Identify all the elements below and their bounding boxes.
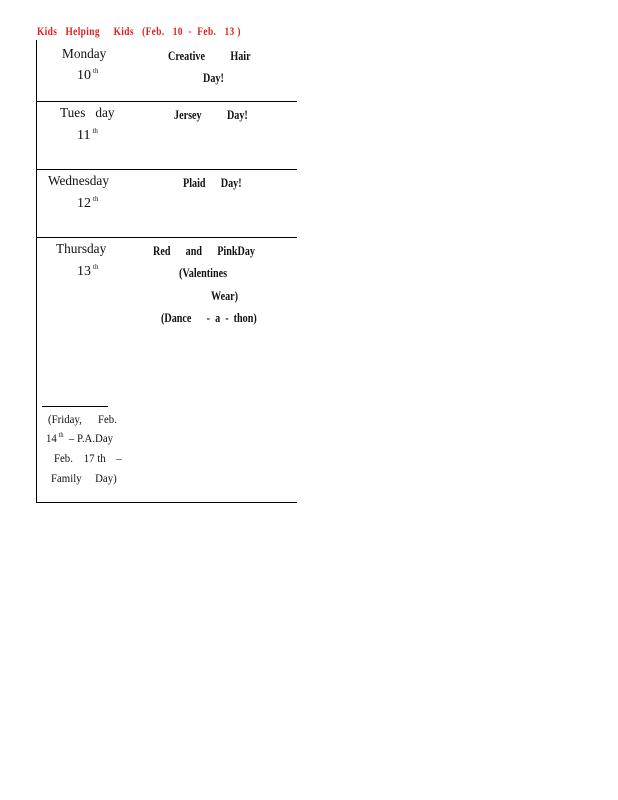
row-divider (37, 237, 297, 238)
table-bottom-border (37, 502, 297, 503)
footnote-line-1: (Friday, Feb. (48, 412, 117, 426)
day-name-tuesday: Tues day (60, 106, 115, 121)
footnote-line-4: Family Day) (51, 471, 117, 485)
activity-tuesday-line-1: Jersey Day! (174, 107, 248, 122)
row-divider (37, 169, 297, 170)
activity-thursday-line-2: (Valentines (179, 265, 228, 280)
footnote-line-2: 14 $^{th}$ – P.A.Day (46, 431, 114, 445)
row-divider (37, 101, 297, 102)
activity-monday-line-1: Creative Hair (168, 48, 251, 63)
day-date-wednesday: 12 $^{th}$ (77, 195, 99, 211)
activity-thursday-line-1: Red and PinkDay (153, 243, 255, 258)
page-title: Kids Helping Kids (Feb. 10 - Feb. 13 ) (37, 24, 241, 38)
footnote-rule (42, 406, 108, 407)
day-date-tuesday: 11 $^{th}$ (77, 127, 98, 143)
day-name-thursday: Thursday (56, 242, 107, 257)
day-date-thursday: 13 $^{th}$ (77, 263, 99, 279)
activity-thursday-line-3: Wear) (211, 288, 239, 303)
activity-thursday-line-4: (Dance - a - thon) (161, 310, 257, 325)
activity-monday-line-2: Day! (203, 70, 224, 85)
day-date-monday: 10 $^{th}$ (77, 67, 99, 83)
footnote-line-3: Feb. 17 th – (54, 451, 122, 465)
day-name-monday: Monday (62, 47, 107, 62)
activity-wednesday-line-1: Plaid Day! (183, 175, 242, 190)
day-name-wednesday: Wednesday (48, 174, 109, 189)
